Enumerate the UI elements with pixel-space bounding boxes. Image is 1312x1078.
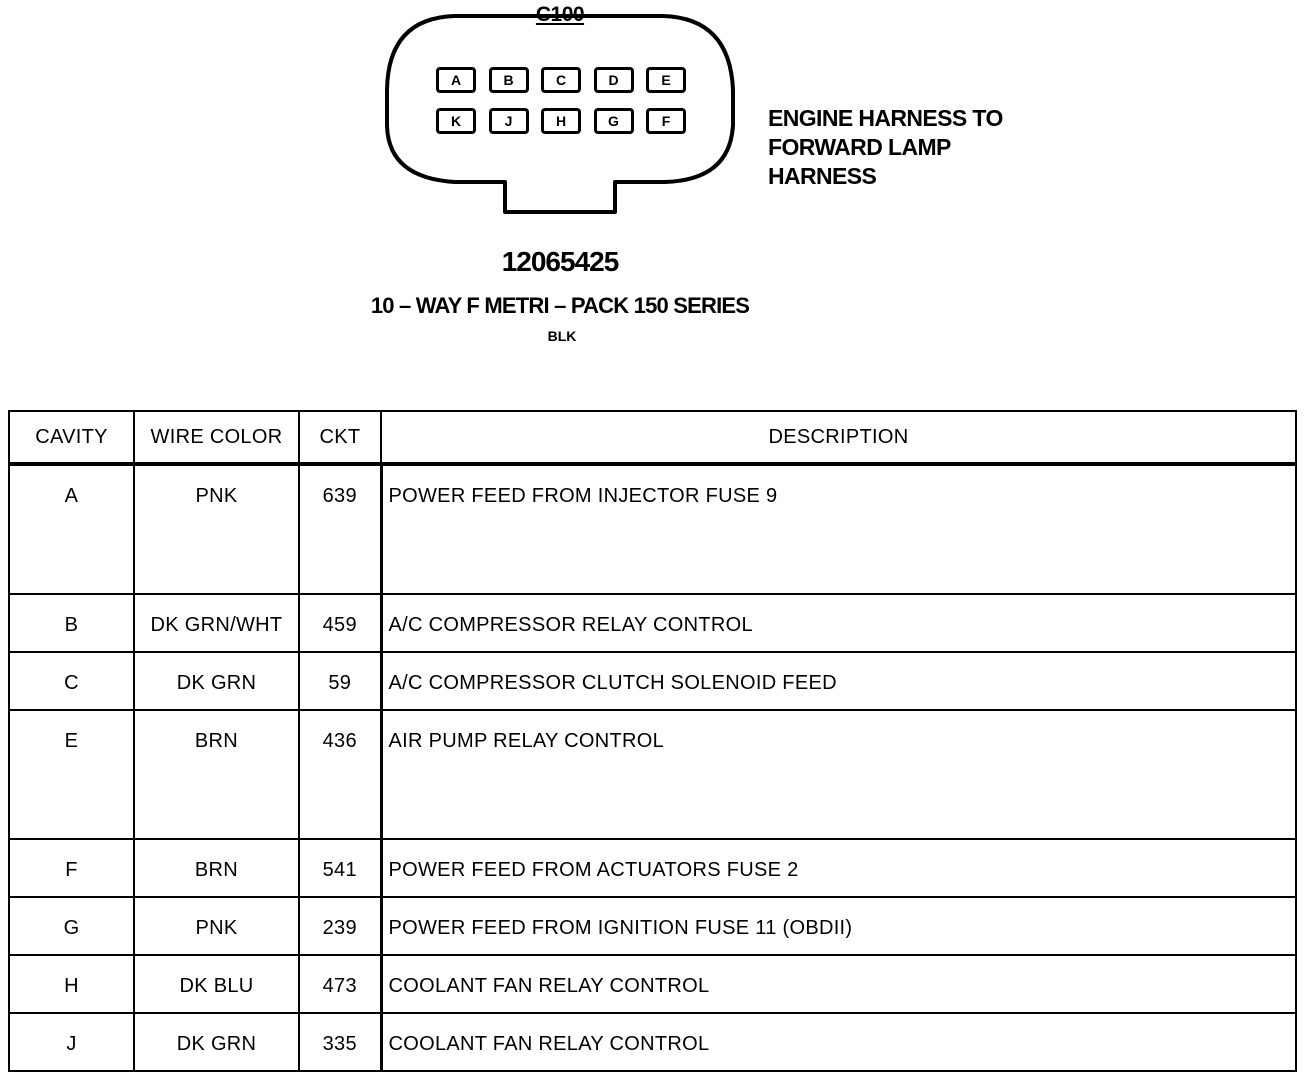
cell-cavity: F [9,839,134,897]
cell-ckt: 459 [299,594,381,652]
table-header-row [9,411,1296,464]
table-row [9,652,1296,710]
cell-ckt: 335 [299,1013,381,1071]
table-row [9,594,1296,652]
cell-description: POWER FEED FROM INJECTOR FUSE 9 [381,464,1296,594]
connector-pin-d: D [594,67,634,93]
cell-cavity: H [9,955,134,1013]
cell-wire-color: PNK [134,897,299,955]
cell-wire-color: BRN [134,839,299,897]
harness-label [768,104,1068,191]
pinout-table [8,410,1297,1072]
connector-color: BLK [547,328,577,344]
table-row [9,897,1296,955]
cell-ckt: 473 [299,955,381,1013]
header-description: DESCRIPTION [381,411,1296,464]
cell-ckt: 639 [299,464,381,594]
connector-pin-a: A [436,67,476,93]
cell-description: A/C COMPRESSOR CLUTCH SOLENOID FEED [381,652,1296,710]
cell-wire-color: DK GRN [134,652,299,710]
harness-label-line: ENGINE HARNESS TO [768,105,1003,131]
connector-id: C100 [535,3,585,26]
cell-wire-color: DK GRN [134,1013,299,1071]
cell-wire-color: PNK [134,464,299,594]
cell-description: POWER FEED FROM IGNITION FUSE 11 (OBDII) [381,897,1296,955]
cell-cavity: J [9,1013,134,1071]
connector-diagram [380,0,750,225]
connector-pin-k: K [436,108,476,134]
header-ckt: CKT [299,411,381,464]
connector-pin-h: H [541,108,581,134]
connector-pin-c: C [541,67,581,93]
part-number: 12065425 [501,246,619,277]
cell-wire-color: DK BLU [134,955,299,1013]
connector-pin-g: G [594,108,634,134]
table-row [9,955,1296,1013]
cell-description: A/C COMPRESSOR RELAY CONTROL [381,594,1296,652]
cell-description: COOLANT FAN RELAY CONTROL [381,955,1296,1013]
cell-cavity: B [9,594,134,652]
cell-wire-color: DK GRN/WHT [134,594,299,652]
cell-wire-color: BRN [134,710,299,839]
cell-cavity: G [9,897,134,955]
cell-cavity: C [9,652,134,710]
harness-label-line: HARNESS [768,163,877,189]
table-row [9,839,1296,897]
connector-pin-j: J [489,108,529,134]
cell-ckt: 541 [299,839,381,897]
connector-series: 10 – WAY F METRI – PACK 150 SERIES [370,293,750,318]
cell-description: AIR PUMP RELAY CONTROL [381,710,1296,839]
cell-ckt: 59 [299,652,381,710]
header-cavity: CAVITY [9,411,134,464]
connector-pin-e: E [646,67,686,93]
table-row [9,464,1296,594]
connector-pin-f: F [646,108,686,134]
connector-pin-b: B [489,67,529,93]
cell-cavity: E [9,710,134,839]
header-wire-color: WIRE COLOR [134,411,299,464]
cell-description: POWER FEED FROM ACTUATORS FUSE 2 [381,839,1296,897]
cell-description: COOLANT FAN RELAY CONTROL [381,1013,1296,1071]
pinout-body [9,464,1296,1071]
cell-ckt: 239 [299,897,381,955]
harness-label-line: FORWARD LAMP [768,134,951,160]
table-row [9,1013,1296,1071]
table-row [9,710,1296,839]
cell-cavity: A [9,464,134,594]
cell-ckt: 436 [299,710,381,839]
